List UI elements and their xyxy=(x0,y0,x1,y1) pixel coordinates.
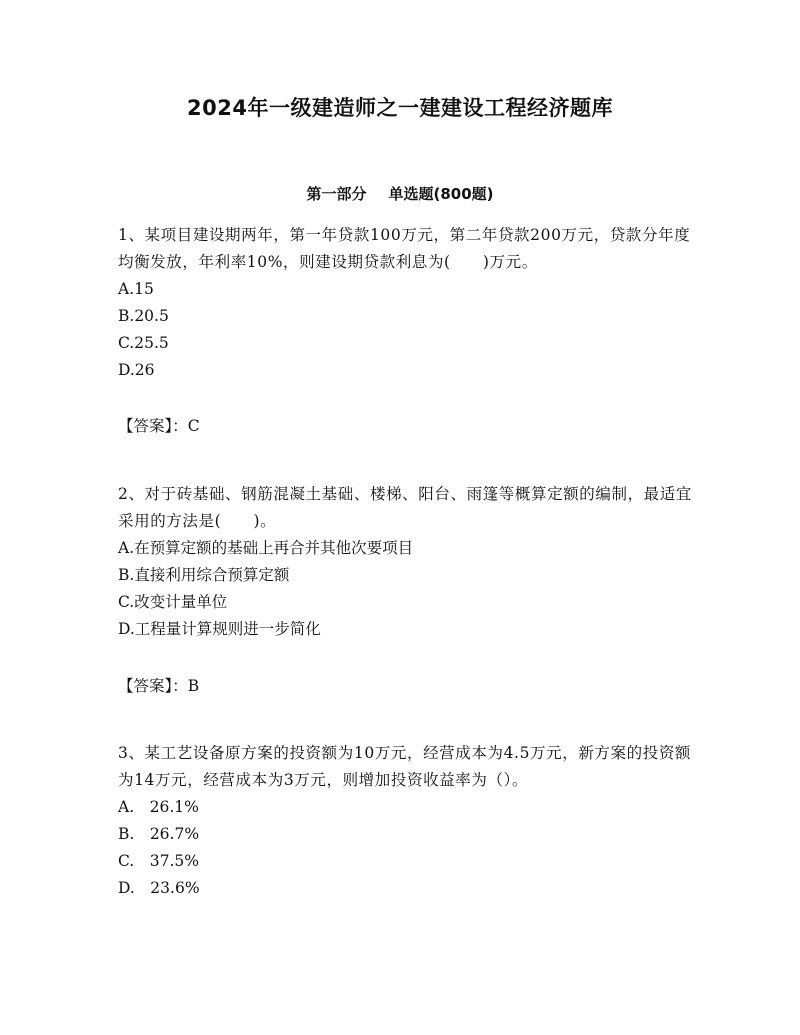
question-3 xyxy=(118,740,693,902)
document-title: 2024年一级建造师之一建建设工程经济题库 xyxy=(187,96,613,120)
option-c: C.改变计量单位 xyxy=(118,593,228,611)
option-d: D.工程量计算规则进一步简化 xyxy=(118,620,321,638)
option-b: B.20.5 xyxy=(118,307,169,325)
option-a: A.15 xyxy=(118,280,154,298)
question-stem: 1、某项目建设期两年，第一年贷款100万元，第二年贷款200万元，贷款分年度均衡发放，年利率10%，则建设期贷款利息为( )万元。 xyxy=(118,226,691,271)
option-b: B. 26.7% xyxy=(118,825,200,843)
section-part: 第一部分 xyxy=(306,185,367,203)
question-1 xyxy=(118,222,693,384)
option-a: A. 26.1% xyxy=(118,798,199,816)
option-a: A.在预算定额的基础上再合并其他次要项目 xyxy=(118,539,414,557)
option-b: B.直接利用综合预算定额 xyxy=(118,566,290,584)
option-d: D. 23.6% xyxy=(118,879,200,897)
question-2 xyxy=(118,481,693,643)
section-heading xyxy=(0,183,800,205)
option-c: C.25.5 xyxy=(118,334,169,352)
section-name: 单选题(800题) xyxy=(388,185,494,203)
question-stem: 3、某工艺设备原方案的投资额为10万元，经营成本为4.5万元，新方案的投资额为14万元，经营成本为3万元，则增加投资收益率为（）。 xyxy=(118,744,692,789)
answer-2: 【答案】：B xyxy=(118,677,200,695)
option-d: D.26 xyxy=(118,361,155,379)
question-stem: 2、对于砖基础、钢筋混凝土基础、楼梯、阳台、雨篷等概算定额的编制，最适宜采用的方法是( )。 xyxy=(118,485,692,530)
option-c: C. 37.5% xyxy=(118,852,199,870)
answer-1: 【答案】：C xyxy=(118,417,200,435)
